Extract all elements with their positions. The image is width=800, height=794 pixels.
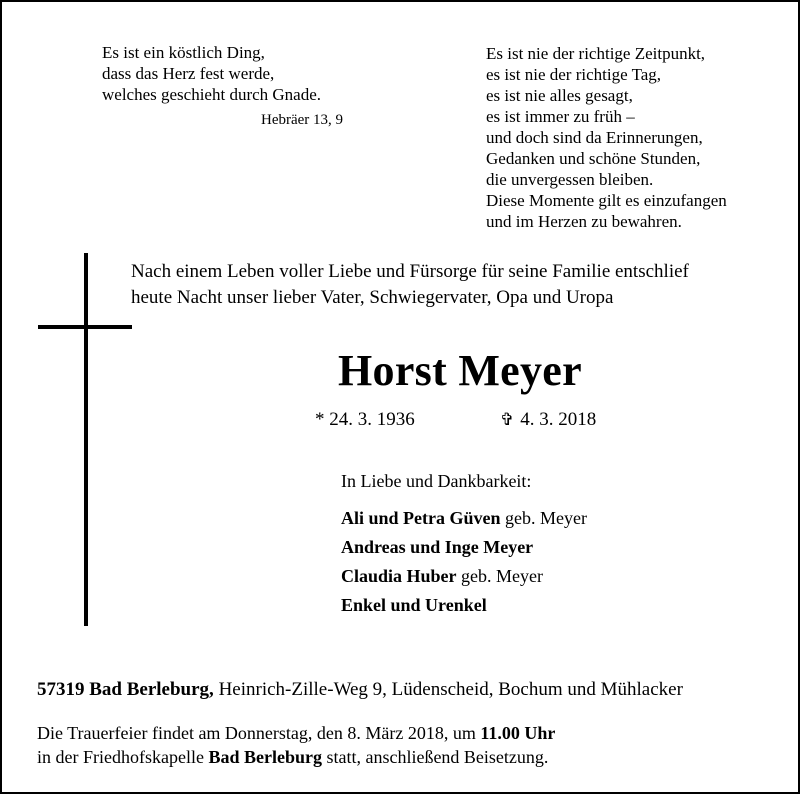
thanks-line: In Liebe und Dankbarkeit: <box>341 471 532 491</box>
funeral-text: in der Friedhofskapelle <box>37 747 209 767</box>
cross-icon <box>84 253 88 626</box>
poem-line: Diese Momente gilt es einzufangen <box>486 191 727 210</box>
funeral-place: Bad Berleburg <box>208 747 322 767</box>
intro-text <box>131 259 689 311</box>
quote-source: Hebräer 13, 9 <box>261 112 344 128</box>
cross-icon-crossbar <box>38 325 132 329</box>
family-name: Andreas und Inge Meyer <box>341 537 534 557</box>
family-name: Enkel und Urenkel <box>341 595 487 615</box>
quote-line: Es ist ein köstlich Ding, <box>102 43 265 62</box>
poem-line: die unvergessen bleiben. <box>486 170 654 189</box>
intro-line: Nach einem Leben voller Liebe und Fürsorge für seine Familie entschlief <box>131 261 689 282</box>
address-rest: Heinrich-Zille-Weg 9, Lüdenscheid, Bochum und Mühlacker <box>213 679 683 700</box>
family-member <box>341 508 587 529</box>
poem-line: Gedanken und schöne Stunden, <box>486 149 701 168</box>
funeral-time: 11.00 Uhr <box>480 723 556 743</box>
address-city: 57319 Bad Berleburg, <box>37 679 214 700</box>
poem-line: es ist nie der richtige Tag, <box>486 65 662 84</box>
poem-line: und doch sind da Erinnerungen, <box>486 128 703 147</box>
deceased-name: Horst Meyer <box>338 346 582 395</box>
bible-quote <box>102 42 321 105</box>
funeral-text: Die Trauerfeier findet am Donnerstag, den 8. März 2018, um <box>37 723 481 743</box>
funeral-info <box>37 721 555 769</box>
funeral-text: statt, anschließend Beisetzung. <box>321 747 549 767</box>
family-note: geb. Meyer <box>456 566 543 586</box>
quote-line: dass das Herz fest werde, <box>102 64 275 83</box>
family-member <box>341 566 543 587</box>
death-date-value: 4. 3. 2018 <box>520 409 597 430</box>
birth-date: * 24. 3. 1936 <box>315 409 415 430</box>
family-member <box>341 537 533 558</box>
family-name: Claudia Huber <box>341 566 457 586</box>
poem-line: Es ist nie der richtige Zeitpunkt, <box>486 44 706 63</box>
family-name: Ali und Petra Güven <box>341 508 501 528</box>
address-line <box>37 679 683 701</box>
poem-line: es ist nie alles gesagt, <box>486 86 633 105</box>
poem <box>486 43 727 232</box>
family-member <box>341 595 487 616</box>
death-date <box>500 409 596 431</box>
funeral-line <box>37 745 555 769</box>
intro-line: heute Nacht unser lieber Vater, Schwiegervater, Opa und Uropa <box>131 287 614 308</box>
poem-line: es ist immer zu früh – <box>486 107 635 126</box>
poem-line: und im Herzen zu bewahren. <box>486 212 682 231</box>
family-note: geb. Meyer <box>500 508 587 528</box>
death-cross-icon: ✞ <box>500 410 515 430</box>
funeral-line <box>37 721 555 745</box>
quote-line: welches geschieht durch Gnade. <box>102 85 322 104</box>
